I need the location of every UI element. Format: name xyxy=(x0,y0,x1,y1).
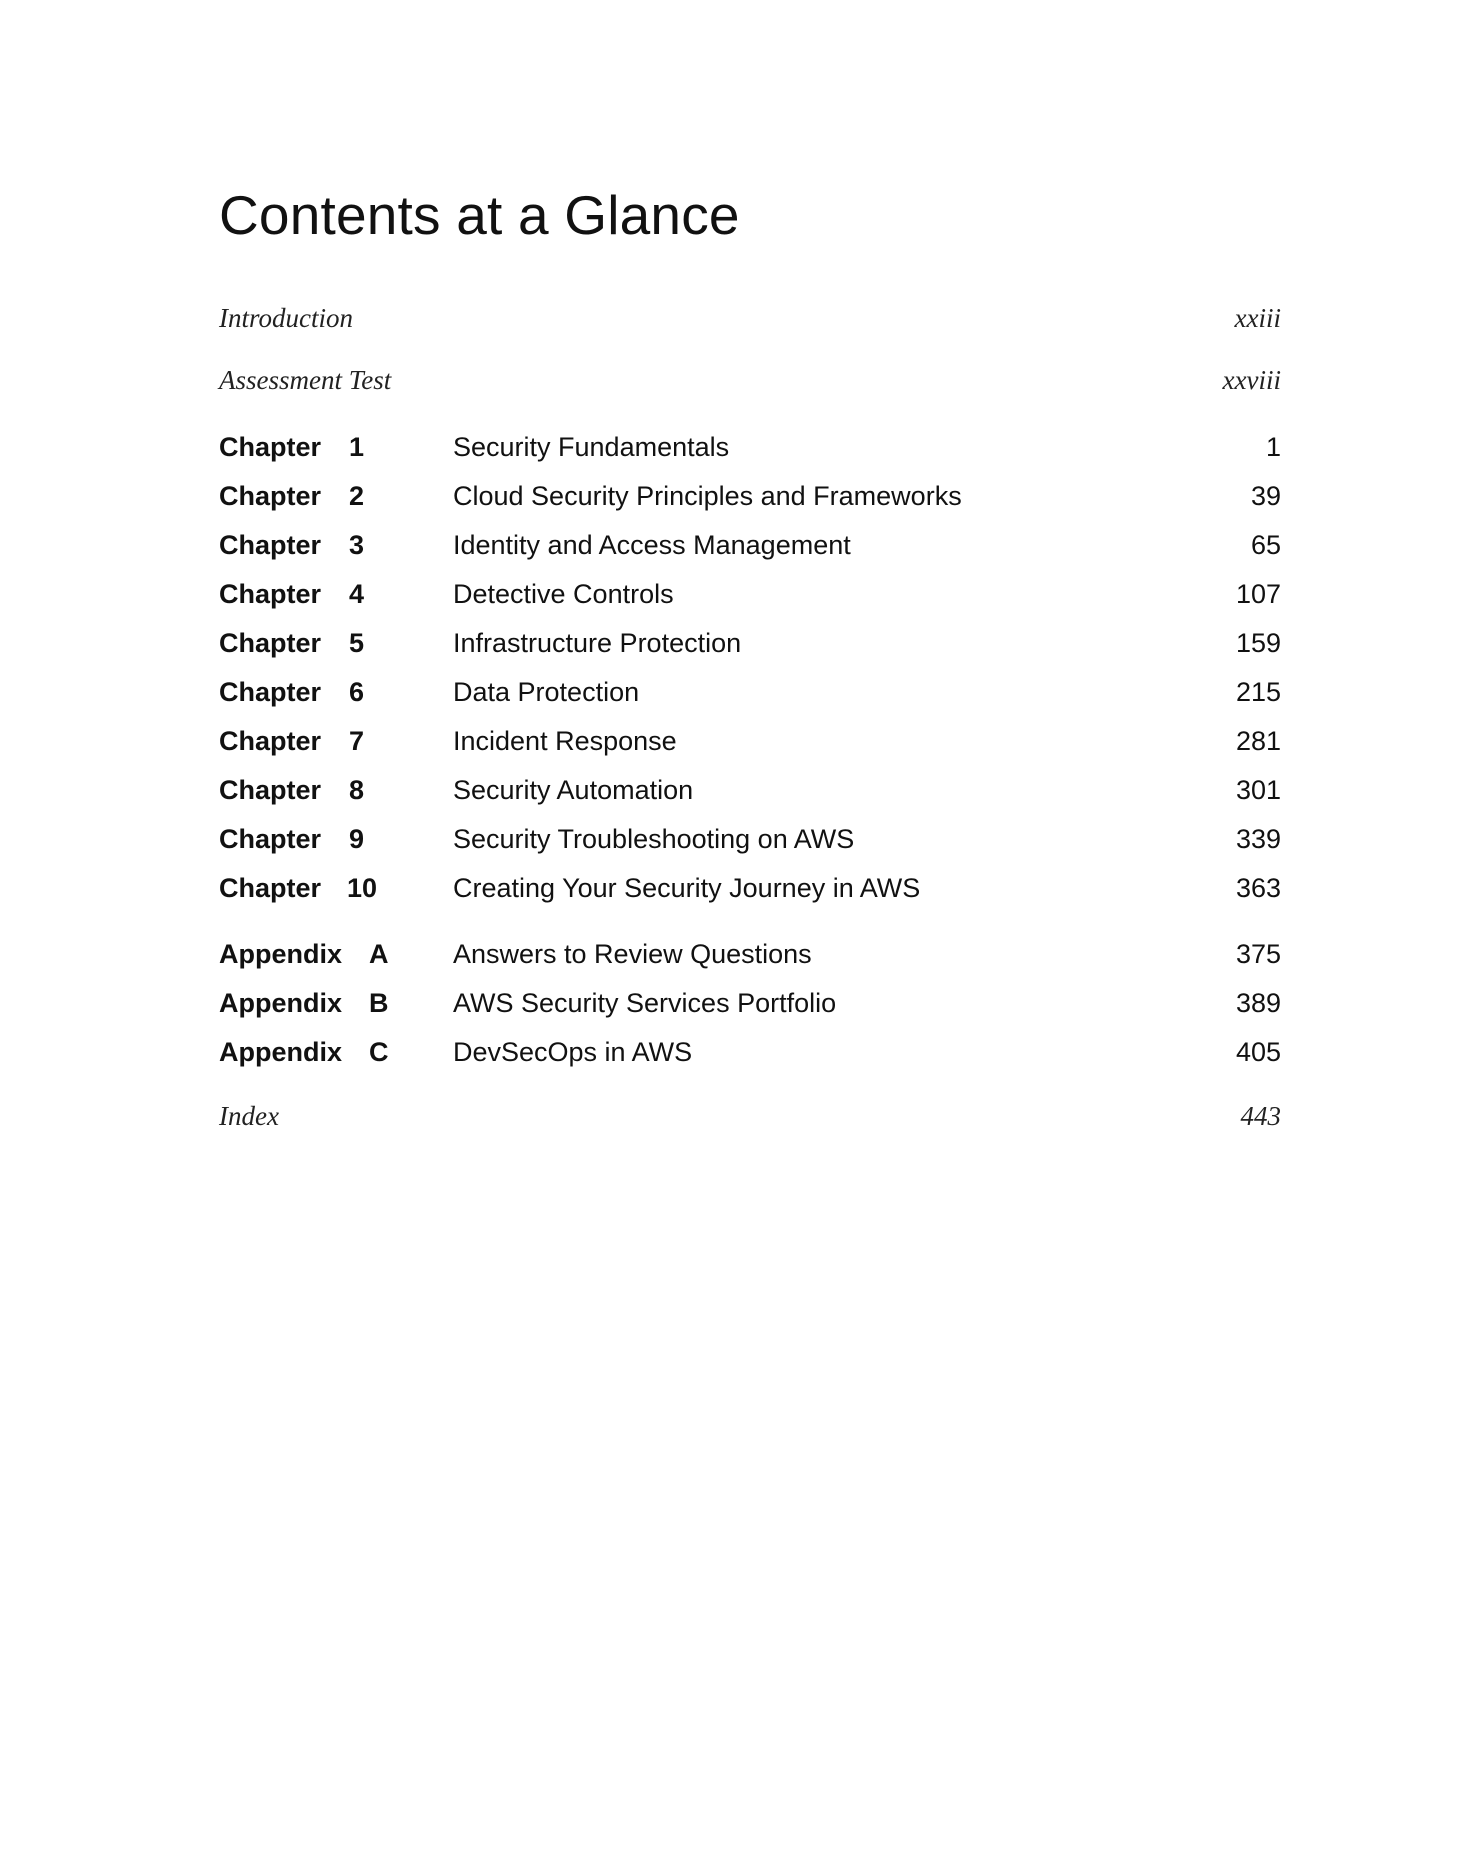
entry-title: Infrastructure Protection xyxy=(453,628,742,658)
entry-number: 9 xyxy=(349,824,365,854)
entry-number: 10 xyxy=(347,873,378,903)
entry-title: Incident Response xyxy=(453,726,677,756)
toc-entry-chapter-8[interactable] xyxy=(219,775,1281,815)
entry-kind: Appendix xyxy=(219,939,343,969)
entry-kind: Chapter xyxy=(219,579,322,609)
entry-number: A xyxy=(369,939,389,969)
page-title: Contents at a Glance xyxy=(219,184,740,246)
entry-kind: Chapter xyxy=(219,726,322,756)
entry-title: AWS Security Services Portfolio xyxy=(453,988,837,1018)
entry-kind: Chapter xyxy=(219,530,322,560)
toc-entry-index[interactable] xyxy=(219,1101,1281,1141)
entry-page: 1 xyxy=(1265,432,1281,462)
toc-entry-assessment-test[interactable] xyxy=(219,365,1281,405)
entry-number: 8 xyxy=(349,775,365,805)
entry-title: Answers to Review Questions xyxy=(453,939,812,969)
entry-kind: Chapter xyxy=(219,481,322,511)
entry-number: C xyxy=(369,1037,389,1067)
entry-page: 363 xyxy=(1235,873,1281,903)
toc-entry-introduction[interactable] xyxy=(219,303,1281,343)
entry-label: Introduction xyxy=(219,303,353,333)
entry-kind: Appendix xyxy=(219,988,343,1018)
entry-page: 39 xyxy=(1250,481,1281,511)
entry-page: 159 xyxy=(1235,628,1281,658)
entry-number: 2 xyxy=(349,481,365,511)
entry-page: 443 xyxy=(1240,1101,1281,1131)
entry-title: Security Fundamentals xyxy=(453,432,730,462)
entry-title: Identity and Access Management xyxy=(453,530,851,560)
entry-title: Security Troubleshooting on AWS xyxy=(453,824,855,854)
entry-page: xxviii xyxy=(1222,365,1281,395)
entry-kind: Chapter xyxy=(219,873,322,903)
entry-page: 65 xyxy=(1250,530,1281,560)
entry-page: 389 xyxy=(1235,988,1281,1018)
entry-number: B xyxy=(369,988,389,1018)
entry-page: 107 xyxy=(1235,579,1281,609)
entry-page: xxiii xyxy=(1234,303,1281,333)
toc-entry-chapter-3[interactable] xyxy=(219,530,1281,570)
entry-page: 301 xyxy=(1235,775,1281,805)
toc-entry-chapter-10[interactable] xyxy=(219,873,1281,913)
entry-kind: Chapter xyxy=(219,775,322,805)
entry-page: 215 xyxy=(1235,677,1281,707)
toc-entry-chapter-1[interactable] xyxy=(219,432,1281,472)
toc-entry-appendix-a[interactable] xyxy=(219,939,1281,979)
entry-kind: Appendix xyxy=(219,1037,343,1067)
entry-number: 3 xyxy=(349,530,365,560)
entry-kind: Chapter xyxy=(219,432,322,462)
entry-number: 6 xyxy=(349,677,365,707)
toc-entry-chapter-2[interactable] xyxy=(219,481,1281,521)
entry-kind: Chapter xyxy=(219,677,322,707)
toc-entry-appendix-b[interactable] xyxy=(219,988,1281,1028)
toc-entry-appendix-c[interactable] xyxy=(219,1037,1281,1077)
entry-page: 339 xyxy=(1235,824,1281,854)
toc-entry-chapter-9[interactable] xyxy=(219,824,1281,864)
entry-title: Detective Controls xyxy=(453,579,674,609)
toc-entry-chapter-4[interactable] xyxy=(219,579,1281,619)
entry-number: 7 xyxy=(349,726,365,756)
entry-kind: Chapter xyxy=(219,628,322,658)
entry-title: Data Protection xyxy=(453,677,640,707)
toc-entry-chapter-5[interactable] xyxy=(219,628,1281,668)
toc-entry-chapter-6[interactable] xyxy=(219,677,1281,717)
entry-page: 281 xyxy=(1235,726,1281,756)
entry-title: Security Automation xyxy=(453,775,694,805)
entry-title: Cloud Security Principles and Frameworks xyxy=(453,481,962,511)
entry-label: Index xyxy=(219,1101,279,1131)
entry-number: 4 xyxy=(349,579,365,609)
entry-title: Creating Your Security Journey in AWS xyxy=(453,873,921,903)
toc-entry-chapter-7[interactable] xyxy=(219,726,1281,766)
entry-number: 5 xyxy=(349,628,365,658)
entry-number: 1 xyxy=(349,432,365,462)
entry-page: 375 xyxy=(1235,939,1281,969)
entry-page: 405 xyxy=(1235,1037,1281,1067)
entry-title: DevSecOps in AWS xyxy=(453,1037,693,1067)
entry-kind: Chapter xyxy=(219,824,322,854)
entry-label: Assessment Test xyxy=(219,365,392,395)
